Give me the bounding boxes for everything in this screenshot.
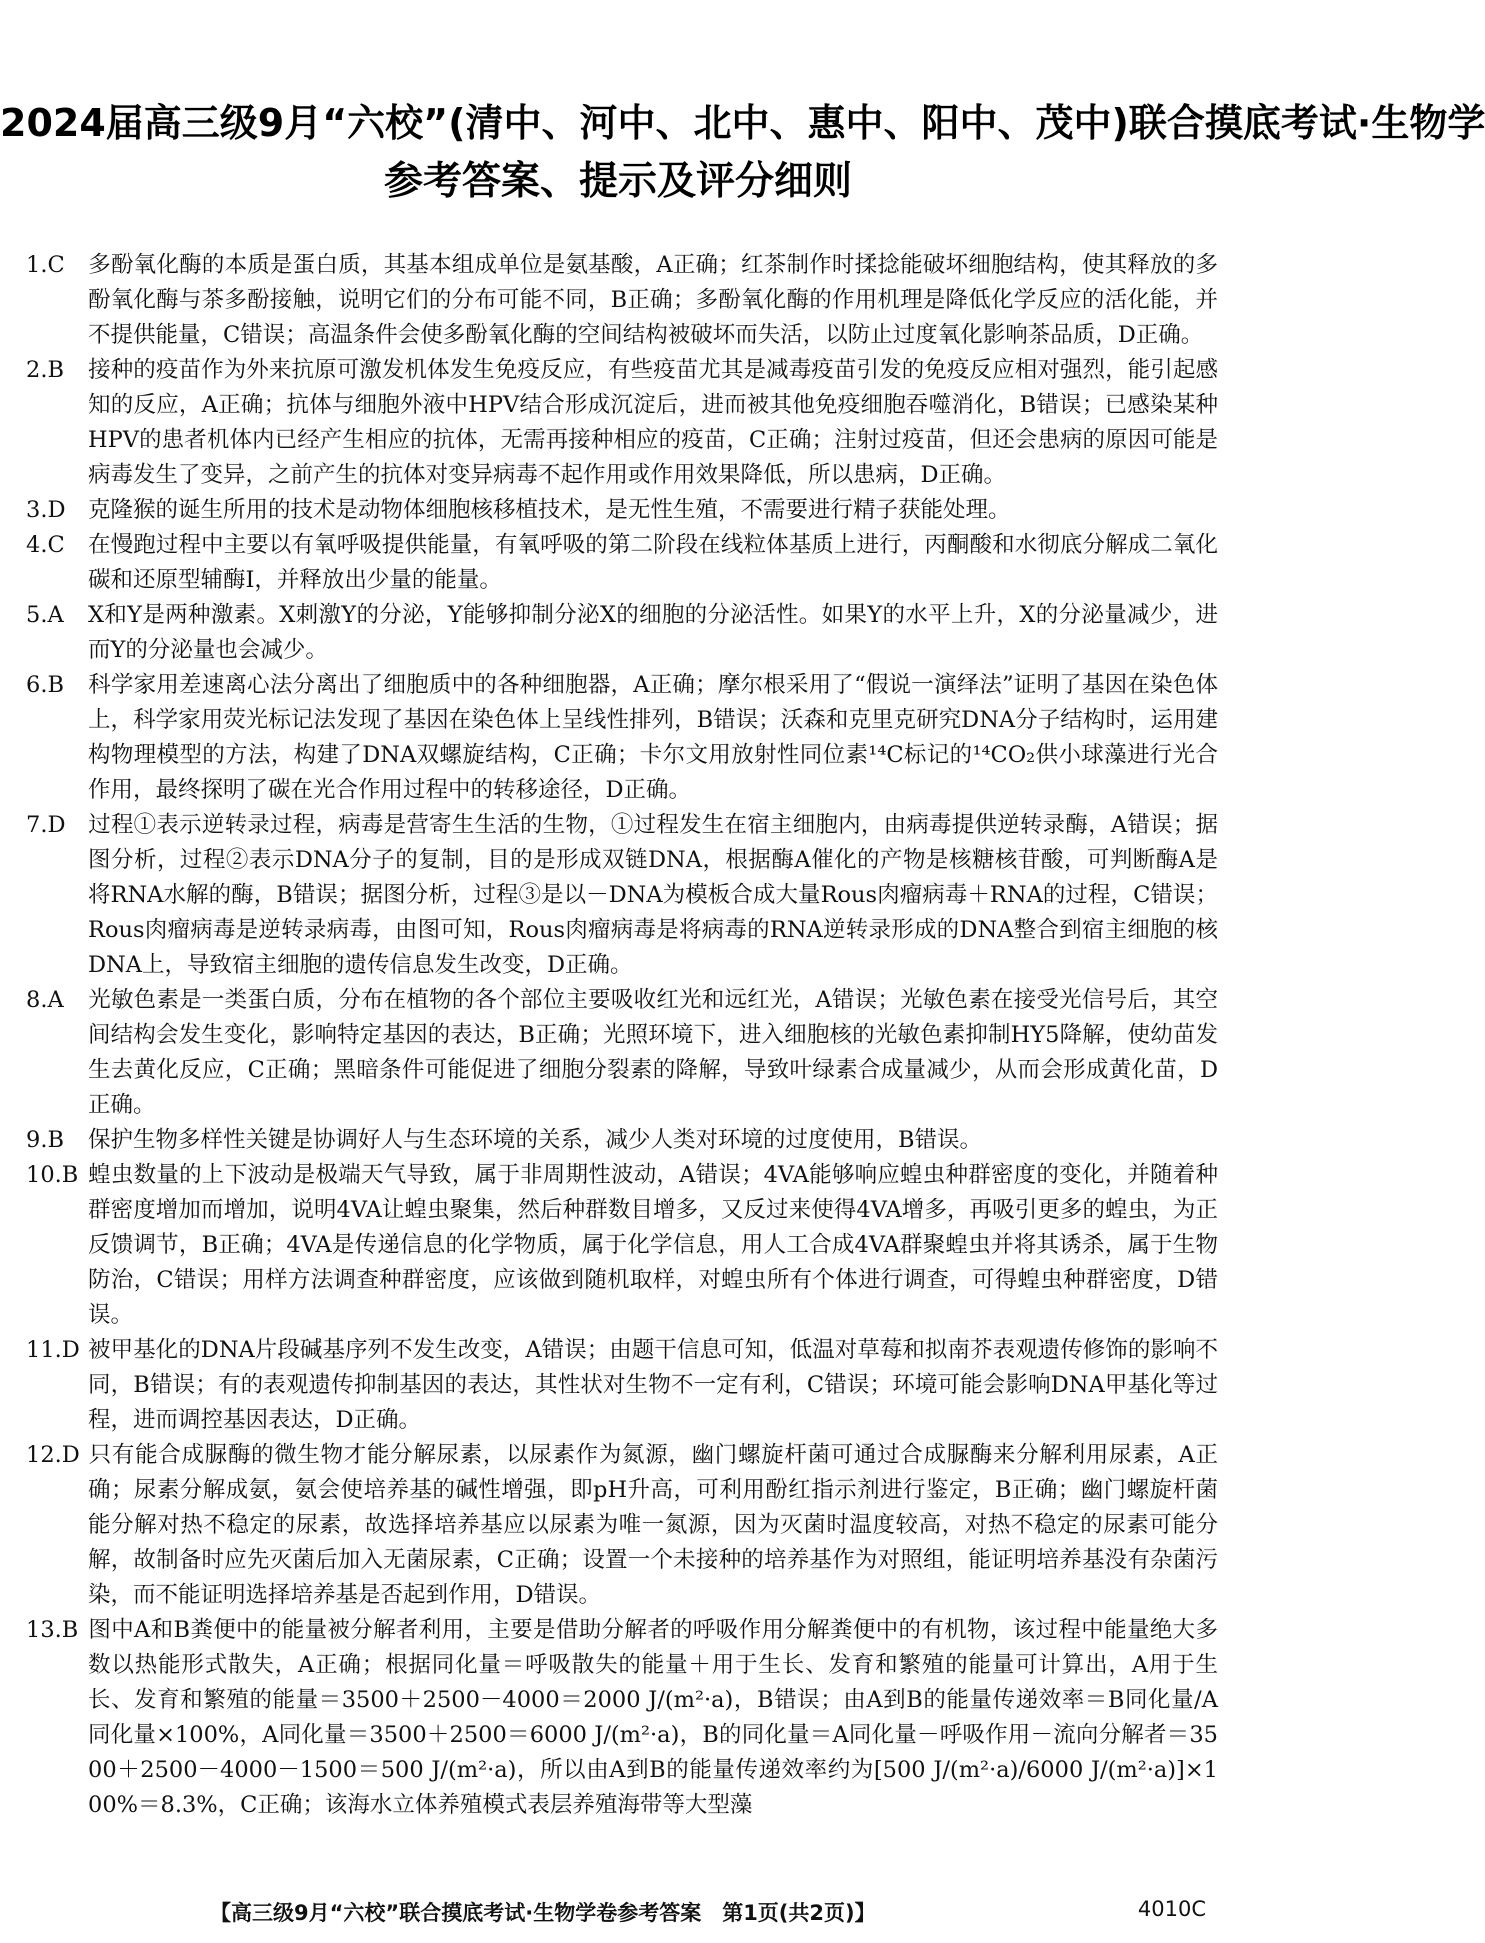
- answer-number: 10.B: [26, 1162, 79, 1188]
- answer-item: [26, 808, 1218, 983]
- answer-text: 被甲基化的DNA片段碱基序列不发生改变，A错误；由题干信息可知，低温对草莓和拟南芥表观遗传修饰的影响不同，B错误；有的表观遗传抑制基因的表达，其性状对生物不一定有利，C错误；环境可能会影响DNA甲基化等过程，进而调控基因表达，D正确。: [88, 1337, 1218, 1433]
- answer-text: 保护生物多样性关键是协调好人与生态环境的关系，减少人类对环境的过度使用，B错误。: [88, 1127, 983, 1153]
- answer-item: [26, 983, 1218, 1123]
- answer-list: [26, 248, 1218, 1823]
- footer-title: 【高三级9月“六校”联合摸底考试·生物学卷参考答案 第1页(共2页)】: [210, 1901, 876, 1925]
- answer-item: [26, 1158, 1218, 1333]
- answer-text: 在慢跑过程中主要以有氧呼吸提供能量，有氧呼吸的第二阶段在线粒体基质上进行，丙酮酸和水彻底分解成二氧化碳和还原型辅酶Ⅰ，并释放出少量的能量。: [88, 532, 1218, 593]
- answer-number: 8.A: [26, 987, 64, 1013]
- answer-number: 9.B: [26, 1127, 65, 1153]
- page-footer: [0, 1897, 1236, 1929]
- answer-text: 图中A和B粪便中的能量被分解者利用，主要是借助分解者的呼吸作用分解粪便中的有机物，该过程中能量绝大多数以热能形式散失，A正确；根据同化量＝呼吸散失的能量＋用于生长、发育和繁殖的能量可计算出，A用于生长、发育和繁殖的能量＝3500＋2500－4000＝2000 J/(m²·a)，B错误；由A到B的能量传递效率＝B同化量/A同化量×100%，A同化量＝3500＋2500＝6000 J/(m²·a)，B的同化量＝A同化量－呼吸作用－流向分解者＝3500＋2500－4000－1500＝500 J/(m²·a)，所以由A到B的能量传递效率约为[500 J/(m²·a)/6000 J/(m²·a)]×100%＝8.3%，C正确；该海水立体养殖模式表层养殖海带等大型藻: [88, 1617, 1218, 1818]
- answer-text: 接种的疫苗作为外来抗原可激发机体发生免疫反应，有些疫苗尤其是减毒疫苗引发的免疫反应相对强烈，能引起感知的反应，A正确；抗体与细胞外液中HPV结合形成沉淀后，进而被其他免疫细胞吞噬消化，B错误；已感染某种HPV的患者机体内已经产生相应的抗体，无需再接种相应的疫苗，C正确；注射过疫苗，但还会患病的原因可能是病毒发生了变异，之前产生的抗体对变异病毒不起作用或作用效果降低，所以患病，D正确。: [88, 357, 1218, 488]
- answer-item: [26, 1613, 1218, 1823]
- document-title: 2024届高三级9月“六校”(清中、河中、北中、惠中、阳中、茂中)联合摸底考试·生物学: [0, 101, 1485, 145]
- answer-text: 克隆猴的诞生所用的技术是动物体细胞核移植技术，是无性生殖，不需要进行精子获能处理。: [88, 497, 1011, 523]
- answer-number: 11.D: [26, 1337, 80, 1363]
- answer-item: [26, 598, 1218, 668]
- answer-text: 多酚氧化酶的本质是蛋白质，其基本组成单位是氨基酸，A正确；红茶制作时揉捻能破坏细胞结构，使其释放的多酚氧化酶与茶多酚接触，说明它们的分布可能不同，B正确；多酚氧化酶的作用机理是降低化学反应的活化能，并不提供能量，C错误；高温条件会使多酚氧化酶的空间结构被破坏而失活，以防止过度氧化影响茶品质，D正确。: [88, 252, 1218, 348]
- answer-number: 1.C: [26, 252, 65, 278]
- answer-item: [26, 668, 1218, 808]
- answer-item: [26, 528, 1218, 598]
- answer-item: [26, 248, 1218, 353]
- answer-number: 13.B: [26, 1617, 79, 1643]
- answer-text: 蝗虫数量的上下波动是极端天气导致，属于非周期性波动，A错误；4VA能够响应蝗虫种群密度的变化，并随着种群密度增加而增加，说明4VA让蝗虫聚集，然后种群数目增多，又反过来使得4VA增多，再吸引更多的蝗虫，为正反馈调节，B正确；4VA是传递信息的化学物质，属于化学信息，用人工合成4VA群聚蝗虫并将其诱杀，属于生物防治，C错误；用样方法调查种群密度，应该做到随机取样，对蝗虫所有个体进行调查，可得蝗虫种群密度，D错误。: [88, 1162, 1218, 1328]
- document-code: 4010C: [1137, 1897, 1206, 1921]
- answer-text: 过程①表示逆转录过程，病毒是营寄生生活的生物，①过程发生在宿主细胞内，由病毒提供逆转录酶，A错误；据图分析，过程②表示DNA分子的复制，目的是形成双链DNA，根据酶A催化的产物是核糖核苷酸，可判断酶A是将RNA水解的酶，B错误；据图分析，过程③是以－DNA为模板合成大量Rous肉瘤病毒＋RNA的过程，C错误；Rous肉瘤病毒是逆转录病毒，由图可知，Rous肉瘤病毒是将病毒的RNA逆转录形成的DNA整合到宿主细胞的核DNA上，导致宿主细胞的遗传信息发生改变，D正确。: [88, 812, 1218, 978]
- answer-number: 4.C: [26, 532, 65, 558]
- answer-text: 科学家用差速离心法分离出了细胞质中的各种细胞器，A正确；摩尔根采用了“假说一演绎法”证明了基因在染色体上，科学家用荧光标记法发现了基因在染色体上呈线性排列，B错误；沃森和克里克研究DNA分子结构时，运用建构物理模型的方法，构建了DNA双螺旋结构，C正确；卡尔文用放射性同位素¹⁴C标记的¹⁴CO₂供小球藻进行光合作用，最终探明了碳在光合作用过程中的转移途径，D正确。: [88, 672, 1218, 803]
- answer-number: 6.B: [26, 672, 65, 698]
- document-subtitle: 参考答案、提示及评分细则: [383, 159, 852, 204]
- answer-item: [26, 353, 1218, 493]
- answer-item: [26, 493, 1218, 528]
- answer-text: 只有能合成脲酶的微生物才能分解尿素，以尿素作为氮源，幽门螺旋杆菌可通过合成脲酶来分解利用尿素，A正确；尿素分解成氨，氨会使培养基的碱性增强，即pH升高，可利用酚红指示剂进行鉴定，B正确；幽门螺旋杆菌能分解对热不稳定的尿素，故选择培养基应以尿素为唯一氮源，因为灭菌时温度较高，对热不稳定的尿素可能分解，故制备时应先灭菌后加入无菌尿素，C正确；设置一个未接种的培养基作为对照组，能证明培养基没有杂菌污染，而不能证明选择培养基是否起到作用，D错误。: [88, 1442, 1218, 1608]
- answer-number: 2.B: [26, 357, 65, 383]
- answer-text: X和Y是两种激素。X刺激Y的分泌，Y能够抑制分泌X的细胞的分泌活性。如果Y的水平上升，X的分泌量减少，进而Y的分泌量也会减少。: [88, 602, 1218, 663]
- answer-item: [26, 1333, 1218, 1438]
- answer-item: [26, 1438, 1218, 1613]
- answer-number: 5.A: [26, 602, 64, 628]
- answer-item: [26, 1123, 1218, 1158]
- answer-number: 3.D: [26, 497, 66, 523]
- answer-number: 12.D: [26, 1442, 80, 1468]
- answer-text: 光敏色素是一类蛋白质，分布在植物的各个部位主要吸收红光和远红光，A错误；光敏色素在接受光信号后，其空间结构会发生变化，影响特定基因的表达，B正确；光照环境下，进入细胞核的光敏色素抑制HY5降解，使幼苗发生去黄化反应，C正确；黑暗条件可能促进了细胞分裂素的降解，导致叶绿素合成量减少，从而会形成黄化苗，D正确。: [88, 987, 1218, 1118]
- answer-number: 7.D: [26, 812, 66, 838]
